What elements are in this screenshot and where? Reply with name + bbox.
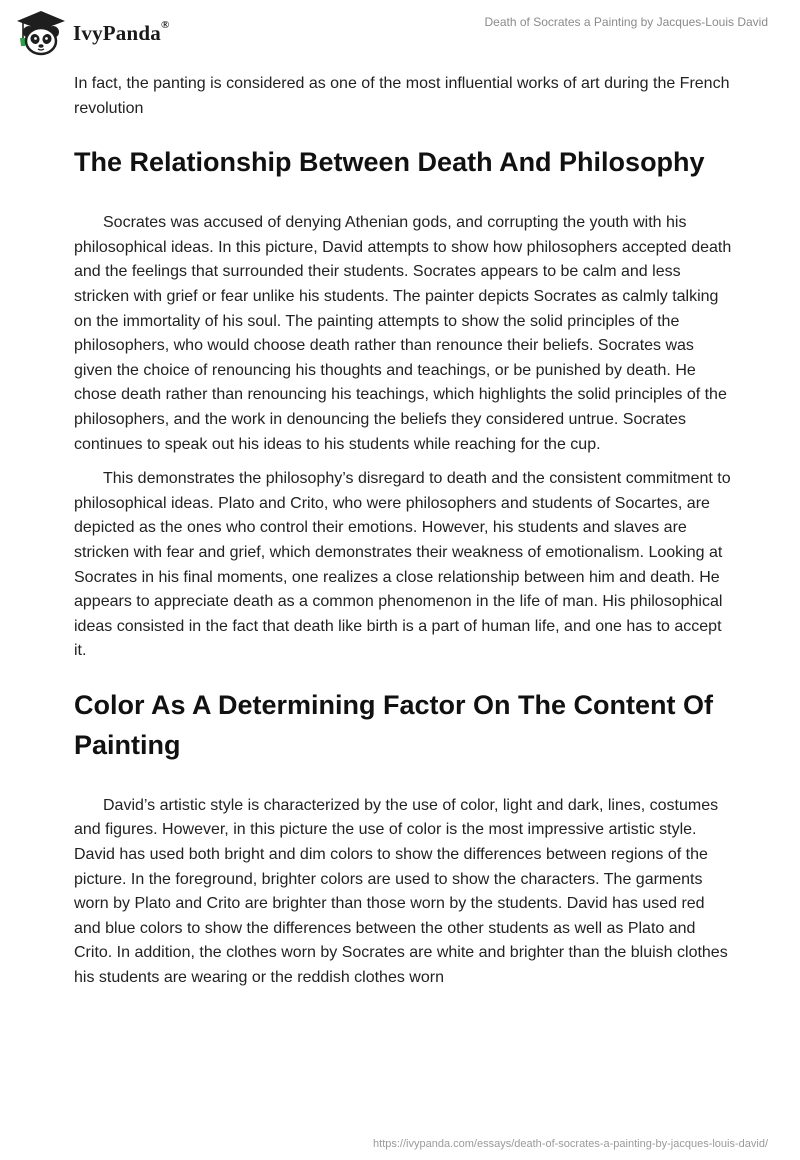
- page-header: [0, 0, 800, 66]
- source-url[interactable]: https://ivypanda.com/essays/death-of-socrates-a-painting-by-jacques-louis-david/: [373, 1138, 768, 1150]
- paragraph: Socrates was accused of denying Athenian gods, and corrupting the youth with his philosophical ideas. In this picture, David attempts to show how philosophers accepted death and the feelings that surrounded their students. Socrates appears to be calm and less stricken with grief or fear unlike his students. The painter depicts Socrates as calmly talking on the immortality of his soul. The painting attempts to show the solid principles of the philosophers, who would choose death rather than renounce their beliefs. Socrates was given the choice of renouncing his thoughts and teachings, or be punished by death. He chose death rather than renouncing his teachings, which highlights the solid principles of the philosophers, and the work in denouncing the beliefs they considered untrue. Socrates continues to speak out his ideas to his students while reaching for the cup.: [74, 214, 732, 453]
- panda-logo-icon: [15, 10, 67, 56]
- article-body: [74, 72, 734, 991]
- ivypanda-logo[interactable]: [15, 10, 169, 56]
- paragraph: This demonstrates the philosophy’s disregard to death and the consistent commitment to philosophical ideas. Plato and Crito, who were philosophers and students of Socartes, are depicted as the ones who control their emotions. However, his students and slaves are stricken with fear and grief, which demonstrates their weakness of emotionalism. Looking at Socrates in his final moments, one realizes a close relationship between him and death. He appears to appreciate death as a common phenomenon in the life of man. His philosophical ideas consisted in the fact that death like birth is a part of human life, and one has to accept it.: [74, 470, 731, 660]
- intro-paragraph: In fact, the panting is considered as one of the most influential works of art during the French revolution: [74, 75, 730, 117]
- section-heading-color-factor: Color As A Determining Factor On The Content Of Painting: [74, 689, 714, 760]
- brand-name: IvyPanda®: [73, 18, 170, 45]
- document-title: Death of Socrates a Painting by Jacques-Louis David: [484, 15, 768, 29]
- paragraph: David’s artistic style is characterized by the use of color, light and dark, lines, costumes and figures. However, in this picture the use of color is the most impressive artistic style. David has used both bright and dim colors to show the differences between regions of the picture. In the foreground, brighter colors are used to show the characters. The garments worn by Plato and Crito are brighter than those worn by the students. David has used red and blue colors to show the differences between the other students as well as Plato and Crito. In addition, the clothes worn by Socrates are white and brighter than the bluish clothes his students are wearing or the reddish clothes worn: [74, 796, 728, 987]
- section-heading-death-philosophy: The Relationship Between Death And Philosophy: [74, 147, 705, 178]
